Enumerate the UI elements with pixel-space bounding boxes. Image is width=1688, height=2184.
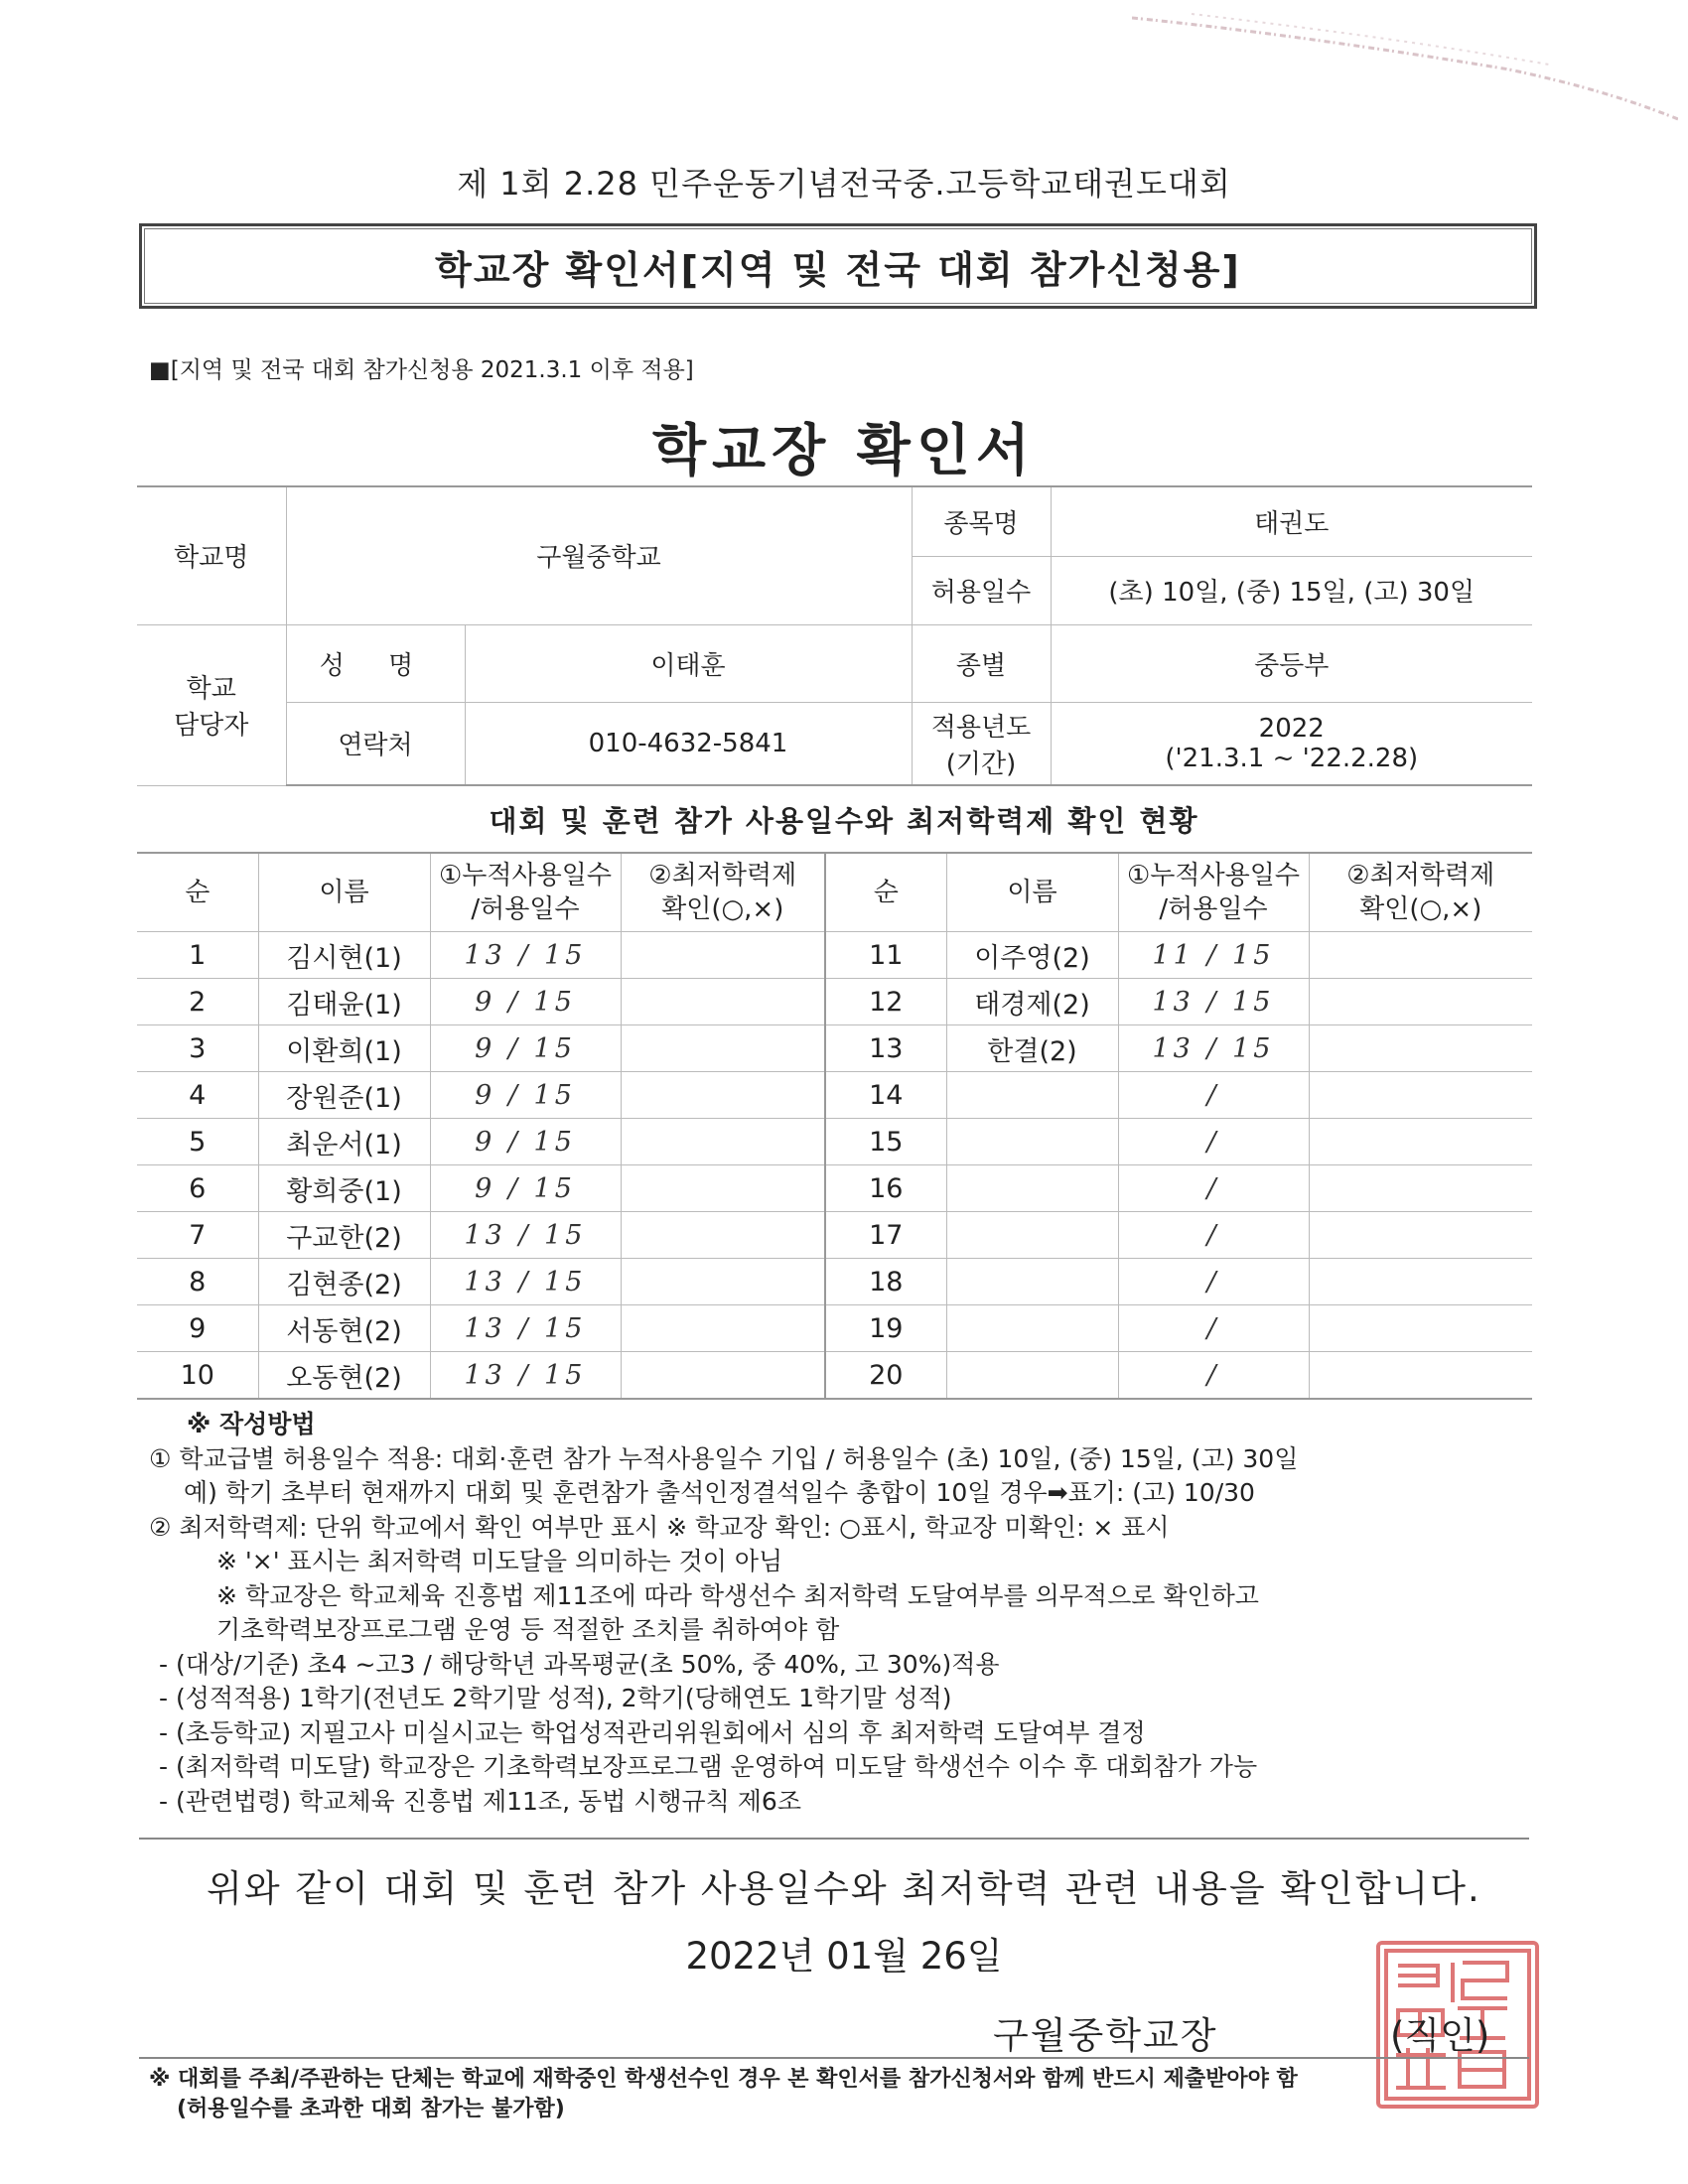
phone-label: 연락처	[286, 702, 465, 785]
row-no: 5	[137, 1119, 258, 1165]
principal-title: 구월중학교장	[993, 2014, 1218, 2057]
row-no: 9	[137, 1305, 258, 1352]
row-days: 13 / 15	[430, 1212, 621, 1259]
col-days-line2: /허용일수	[1159, 894, 1268, 924]
row-days: 13 / 15	[430, 932, 621, 979]
row-edu	[1309, 1259, 1532, 1305]
row-days: /	[1118, 1305, 1309, 1352]
row-name	[946, 1165, 1118, 1212]
row-edu	[1309, 1119, 1532, 1165]
instruction-line: ※ 학교장은 학교체육 진흥법 제11조에 따라 학생선수 최저학력 도달여부를 의무적으로 확인하고	[216, 1580, 1259, 1610]
instruction-line: - (초등학교) 지필고사 미실시교는 학업성적관리위원회에서 심의 후 최저학력 도달여부 결정	[159, 1717, 1146, 1747]
row-days: 11 / 15	[1118, 932, 1309, 979]
row-no: 20	[825, 1352, 946, 1400]
row-name	[946, 1072, 1118, 1119]
row-days: /	[1118, 1352, 1309, 1400]
row-no: 17	[825, 1212, 946, 1259]
row-edu	[621, 1119, 825, 1165]
table-row	[137, 932, 1532, 979]
sport-value: 태권도	[1051, 486, 1532, 556]
col-days	[430, 853, 621, 932]
row-name: 최운서(1)	[258, 1119, 430, 1165]
row-days: 13 / 15	[1118, 1025, 1309, 1072]
row-name	[946, 1212, 1118, 1259]
instruction-line: - (성적적용) 1학기(전년도 2학기말 성적), 2학기(당해연도 1학기말 성적)	[159, 1684, 952, 1712]
row-edu	[1309, 1165, 1532, 1212]
table-row	[137, 1072, 1532, 1119]
contact-label-line2: 담당자	[174, 711, 249, 741]
row-edu	[1309, 1352, 1532, 1400]
row-edu	[1309, 979, 1532, 1025]
scan-artifact	[1132, 10, 1678, 129]
row-name: 이환희(1)	[258, 1025, 430, 1072]
row-days: 13 / 15	[430, 1305, 621, 1352]
row-name: 김시현(1)	[258, 932, 430, 979]
allowed-days-label: 허용일수	[912, 556, 1051, 624]
row-name	[946, 1259, 1118, 1305]
row-days: 13 / 15	[430, 1259, 621, 1305]
year-value	[1051, 702, 1532, 785]
row-name: 황희중(1)	[258, 1165, 430, 1212]
row-no: 3	[137, 1025, 258, 1072]
col-edu-line2: 확인(○,×)	[1359, 894, 1482, 924]
row-name: 김현종(2)	[258, 1259, 430, 1305]
year-label-line2: (기간)	[945, 749, 1017, 779]
row-edu	[621, 1072, 825, 1119]
row-days: /	[1118, 1119, 1309, 1165]
row-days: 9 / 15	[430, 1025, 621, 1072]
col-edu-line2: 확인(○,×)	[661, 894, 784, 924]
instructions-title: ※ 작성방법	[187, 1410, 316, 1438]
row-edu	[621, 1212, 825, 1259]
instructions	[149, 1408, 1529, 1819]
table-row	[137, 1259, 1532, 1305]
footer-line: (허용일수를 초과한 대회 참가는 불가함)	[177, 2097, 565, 2121]
row-no: 18	[825, 1259, 946, 1305]
form-note: ■[지역 및 전국 대회 참가신청용 2021.3.1 이후 적용]	[149, 357, 694, 383]
row-edu	[621, 1165, 825, 1212]
col-edu-line1: ②최저학력제	[648, 861, 797, 890]
row-no: 16	[825, 1165, 946, 1212]
sport-label: 종목명	[912, 486, 1051, 556]
row-edu	[1309, 1212, 1532, 1259]
row-edu	[621, 1352, 825, 1400]
row-edu	[1309, 932, 1532, 979]
table-row	[137, 979, 1532, 1025]
row-no: 7	[137, 1212, 258, 1259]
row-name	[946, 1352, 1118, 1400]
col-days-line2: /허용일수	[471, 894, 580, 924]
instruction-line: 기초학력보장프로그램 운영 등 적절한 조치를 취하여야 함	[216, 1615, 840, 1644]
row-days: 13 / 15	[1118, 979, 1309, 1025]
instruction-line: - (관련법령) 학교체육 진흥법 제11조, 동법 시행규칙 제6조	[159, 1786, 801, 1816]
year-label-line1: 적용년도	[930, 712, 1032, 743]
row-days: /	[1118, 1165, 1309, 1212]
row-edu	[1309, 1025, 1532, 1072]
form-title: 학교장 확인서	[651, 419, 1037, 483]
col-days	[1118, 853, 1309, 932]
row-no: 2	[137, 979, 258, 1025]
seal-label: (직인)	[1390, 2014, 1490, 2057]
event-title: 제 1회 2.28 민주운동기념전국중.고등학교태권도대회	[457, 165, 1231, 203]
row-name: 김태윤(1)	[258, 979, 430, 1025]
col-edu	[621, 853, 825, 932]
instruction-line: ① 학교급별 허용일수 적용: 대회·훈련 참가 누적사용일수 기입 / 허용일수 (초) 10일, (중) 15일, (고) 30일	[149, 1443, 1299, 1473]
year-label	[912, 702, 1051, 785]
roster-table	[137, 852, 1532, 1400]
row-edu	[1309, 1072, 1532, 1119]
row-no: 11	[825, 932, 946, 979]
row-name: 오동현(2)	[258, 1352, 430, 1400]
table-row	[137, 1212, 1532, 1259]
table-row	[137, 1165, 1532, 1212]
footer-note	[149, 2065, 1539, 2124]
instruction-line: ※ '×' 표시는 최저학력 미도달을 의미하는 것이 아님	[216, 1547, 783, 1575]
row-name: 장원준(1)	[258, 1072, 430, 1119]
table-row	[137, 1119, 1532, 1165]
instruction-line: - (대상/기준) 초4 ~고3 / 해당학년 과목평균(초 50%, 중 40%, 고 30%)적용	[159, 1649, 1000, 1679]
row-no: 4	[137, 1072, 258, 1119]
row-no: 14	[825, 1072, 946, 1119]
footer-line: ※ 대회를 주최/주관하는 단체는 학교에 재학중인 학생선수인 경우 본 확인서를 참가신청서와 함께 반드시 제출받아야 함	[149, 2067, 1298, 2092]
col-name: 이름	[946, 853, 1118, 932]
row-name: 이주영(2)	[946, 932, 1118, 979]
division-value: 중등부	[1051, 624, 1532, 702]
row-no: 8	[137, 1259, 258, 1305]
row-name: 구교한(2)	[258, 1212, 430, 1259]
col-edu-line1: ②최저학력제	[1346, 861, 1495, 890]
document-title-box	[139, 223, 1537, 309]
school-name: 구월중학교	[286, 486, 912, 624]
row-name	[946, 1305, 1118, 1352]
col-edu	[1309, 853, 1532, 932]
instruction-line: ② 최저학력제: 단위 학교에서 확인 여부만 표시 ※ 학교장 확인: ○표시, 학교장 미확인: × 표시	[149, 1512, 1170, 1542]
row-no: 10	[137, 1352, 258, 1400]
row-edu	[1309, 1305, 1532, 1352]
table-row	[137, 1352, 1532, 1400]
row-days: 9 / 15	[430, 1072, 621, 1119]
col-days-line1: ①누적사용일수	[438, 861, 612, 890]
year-value-line1: 2022	[1258, 713, 1325, 744]
col-no: 순	[825, 853, 946, 932]
school-label: 학교명	[137, 486, 286, 624]
col-days-line1: ①누적사용일수	[1126, 861, 1300, 890]
row-days: 9 / 15	[430, 1165, 621, 1212]
row-days: 9 / 15	[430, 979, 621, 1025]
name-label: 성 명	[286, 624, 465, 702]
row-edu	[621, 979, 825, 1025]
row-no: 15	[825, 1119, 946, 1165]
division-label: 종별	[912, 624, 1051, 702]
row-edu	[621, 1025, 825, 1072]
row-name: 태경제(2)	[946, 979, 1118, 1025]
row-no: 1	[137, 932, 258, 979]
row-days: /	[1118, 1072, 1309, 1119]
row-days: /	[1118, 1259, 1309, 1305]
document-title: 학교장 확인서[지역 및 전국 대회 참가신청용]	[435, 247, 1241, 292]
table-heading: 대회 및 훈련 참가 사용일수와 최저학력제 확인 현황	[489, 804, 1199, 838]
row-name: 한결(2)	[946, 1025, 1118, 1072]
row-no: 13	[825, 1025, 946, 1072]
row-days: /	[1118, 1212, 1309, 1259]
row-no: 6	[137, 1165, 258, 1212]
divider	[139, 1838, 1529, 1840]
confirmation-date: 2022년 01월 26일	[685, 1935, 1003, 1978]
row-name: 서동현(2)	[258, 1305, 430, 1352]
contact-person-label	[137, 624, 286, 785]
name-value: 이태훈	[465, 624, 912, 702]
row-days: 9 / 15	[430, 1119, 621, 1165]
row-edu	[621, 1305, 825, 1352]
year-value-line2: ('21.3.1 ~ '22.2.28)	[1165, 743, 1419, 773]
info-table	[137, 485, 1532, 786]
phone-value: 010-4632-5841	[465, 702, 912, 785]
instruction-line: - (최저학력 미도달) 학교장은 기초학력보장프로그램 운영하여 미도달 학생선수 이수 후 대회참가 가능	[159, 1752, 1258, 1781]
confirmation-text: 위와 같이 대회 및 훈련 참가 사용일수와 최저학력 관련 내용을 확인합니다.	[207, 1867, 1481, 1910]
divider	[139, 2057, 1529, 2059]
row-edu	[621, 932, 825, 979]
col-name: 이름	[258, 853, 430, 932]
allowed-days-value: (초) 10일, (중) 15일, (고) 30일	[1051, 556, 1532, 624]
row-no: 19	[825, 1305, 946, 1352]
row-days: 13 / 15	[430, 1352, 621, 1400]
col-no: 순	[137, 853, 258, 932]
row-edu	[621, 1259, 825, 1305]
contact-label-line1: 학교	[186, 674, 236, 704]
table-row	[137, 1305, 1532, 1352]
table-row	[137, 1025, 1532, 1072]
row-name	[946, 1119, 1118, 1165]
instruction-line: 예) 학기 초부터 현재까지 대회 및 훈련참가 출석인정결석일수 총합이 10일 경우➡표기: (고) 10/30	[184, 1478, 1255, 1507]
row-no: 12	[825, 979, 946, 1025]
